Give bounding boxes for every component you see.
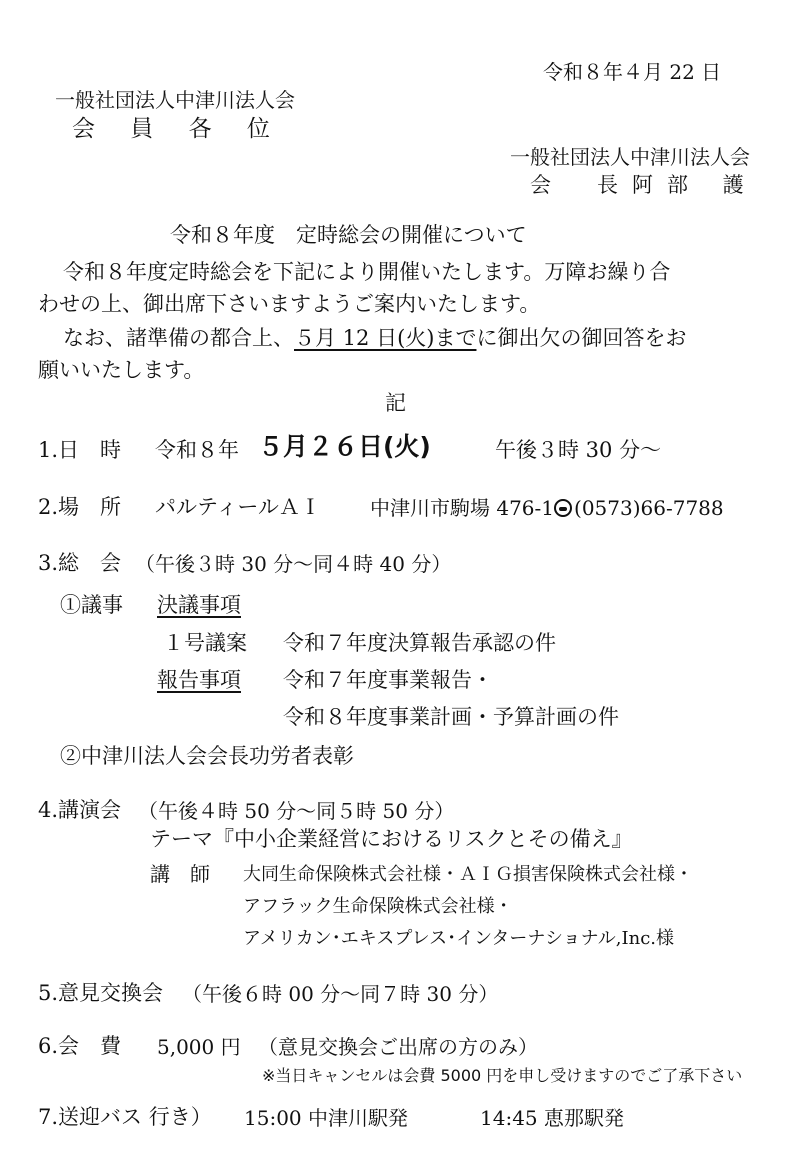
speaker-1: 大同生命保険株式会社様・ＡＩＧ損害保険株式会社様・: [243, 864, 693, 885]
speaker-label: 講 師: [150, 862, 210, 886]
exchange-time: （午後６時 00 分～同７時 30 分）: [182, 982, 499, 1006]
resolution-heading: 決議事項: [157, 593, 241, 617]
recipient: 会 員 各 位: [72, 116, 284, 142]
date-era: 令和８年: [155, 438, 239, 462]
lecture-theme: テーマ『中小企業経営におけるリスクとその備え』: [150, 827, 633, 851]
sender-name: 長阿部 護: [597, 173, 758, 197]
date-day: ５月２６日(火): [258, 432, 431, 461]
resolution-no: １号議案: [163, 631, 247, 655]
recipient-org: 一般社団法人中津川法人会: [55, 88, 295, 112]
fee-amount: 5,000 円: [157, 1035, 241, 1059]
intro-line-3: [63, 328, 686, 349]
sender-org: 一般社団法人中津川法人会: [510, 145, 750, 169]
intro-line-3-pre: なお、諸準備の都合上、: [63, 326, 294, 350]
place-address: [370, 498, 724, 518]
fee-note: （意見交換会ご出席の方のみ）: [258, 1035, 538, 1059]
lecture-time: （午後４時 50 分～同５時 50 分）: [138, 799, 455, 823]
assembly-label: 3.総 会: [38, 551, 122, 575]
lecture-label: 4.講演会: [38, 798, 122, 822]
bus-departure-2: 14:45 恵那駅発: [480, 1106, 624, 1130]
agenda-label: ①議事: [60, 593, 123, 617]
speaker-2: アフラック生命保険株式会社様・: [243, 896, 513, 917]
exchange-label: 5.意見交換会: [38, 981, 164, 1005]
speaker-3: アメリカン･エキスプレス･インターナショナル,Inc.様: [243, 928, 675, 949]
address-text: 中津川市駒場 476-1: [370, 496, 555, 520]
cancel-note: ※当日キャンセルは会費 5000 円を申し受けますのでご了承下さい: [262, 1066, 743, 1085]
phone-icon: [554, 499, 572, 517]
report-heading: 報告事項: [157, 668, 241, 692]
issue-date: 令和８年４月 22 日: [543, 60, 722, 84]
award: ②中津川法人会会長功労者表彰: [60, 744, 354, 768]
fee-label: 6.会 費: [38, 1034, 122, 1058]
place-venue: パルティールＡＩ: [155, 495, 321, 519]
report-line-1: 令和７年度事業報告・: [283, 668, 493, 692]
date-time: 午後３時 30 分～: [495, 438, 662, 462]
intro-line-2: わせの上、御出席下さいますようご案内いたします。: [38, 292, 541, 316]
phone-number: (0573)66-7788: [574, 496, 724, 520]
page-title: 令和８年度 定時総会の開催について: [170, 223, 527, 247]
assembly-time: （午後３時 30 分～同４時 40 分）: [135, 552, 452, 576]
date-label: 1.日 時: [38, 438, 122, 462]
deadline: ５月 12 日(火)まで: [294, 326, 477, 350]
sender-title: 会: [530, 173, 551, 197]
place-label: 2.場 所: [38, 495, 122, 519]
intro-line-4: 願いいたします。: [38, 358, 205, 382]
bus-label: 7.送迎バス 行き）: [38, 1105, 212, 1129]
bus-departure-1: 15:00 中津川駅発: [244, 1106, 408, 1130]
report-line-2: 令和８年度事業計画・予算計画の件: [283, 705, 619, 729]
intro-line-1: 令和８年度定時総会を下記により開催いたします。万障お繰り合: [63, 260, 671, 284]
resolution-text: 令和７年度決算報告承認の件: [283, 631, 556, 655]
ki-mark: 記: [385, 391, 406, 415]
intro-line-3-post: に御出欠の御回答をお: [476, 326, 687, 350]
